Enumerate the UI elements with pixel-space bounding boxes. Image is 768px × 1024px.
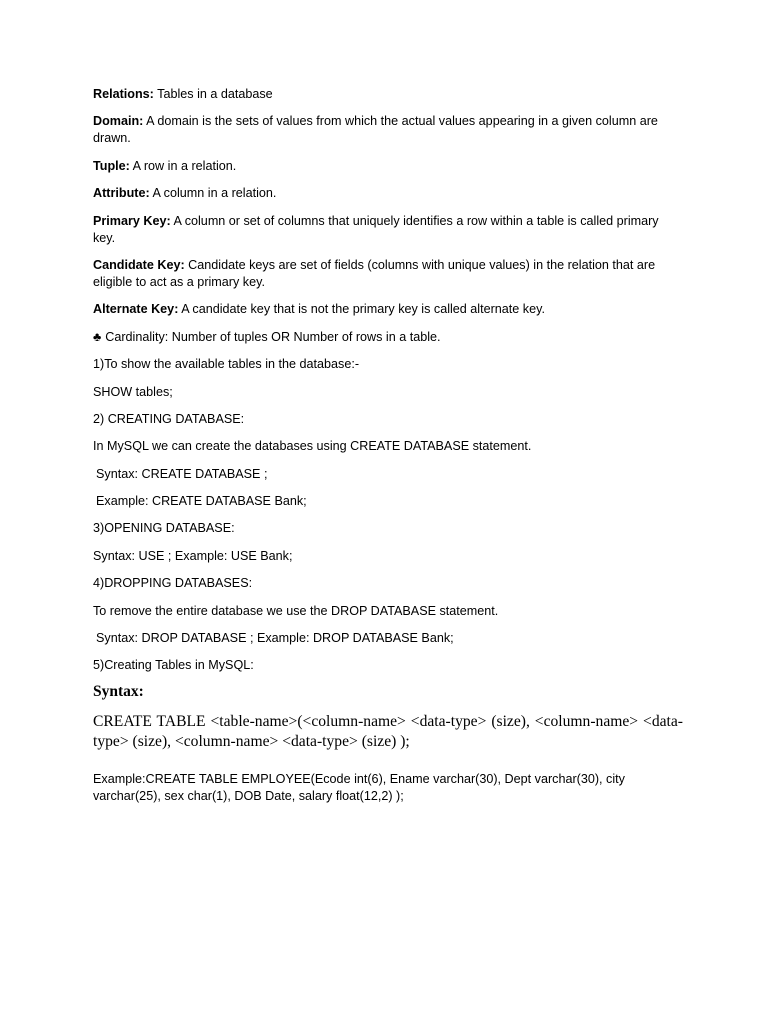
definition-primary-key [93,213,683,247]
definition-term: Candidate Key: [93,257,185,272]
definition-text: Candidate keys are set of fields (columns with unique values) in the relation that are eligible to act as a primary key. [93,257,656,289]
creating-tables-heading: 5)Creating Tables in MySQL: [93,658,254,673]
definition-term: Primary Key: [93,213,171,228]
definition-relations [93,86,683,103]
creating-database-description: In MySQL we can create the databases using CREATE DATABASE statement. [93,439,532,454]
document-page [93,86,683,815]
opening-database-syntax: Syntax: USE ; Example: USE Bank; [93,548,293,563]
definition-text: A candidate key that is not the primary key is called alternate key. [178,302,545,317]
definition-text: Tables in a database [153,87,273,101]
creating-database-example: Example: CREATE DATABASE Bank; [96,494,307,509]
show-tables-command: SHOW tables; [93,384,173,399]
creating-database-syntax: Syntax: CREATE DATABASE ; [96,466,268,481]
show-tables-heading: 1)To show the available tables in the database:- [93,357,360,372]
definition-tuple [93,158,683,175]
definition-alternate-key [93,301,683,318]
definition-attribute [93,185,683,202]
cardinality-text: Cardinality: Number of tuples OR Number of rows in a table. [105,329,441,344]
definition-text: A column in a relation. [149,186,277,201]
definition-term: Relations: [93,87,154,101]
definition-domain [93,113,683,147]
opening-database-heading: 3)OPENING DATABASE: [93,521,235,536]
definition-term: Attribute: [93,186,150,201]
dropping-database-description: To remove the entire database we use the DROP DATABASE statement. [93,603,499,618]
club-icon: ♣ [93,329,102,344]
creating-database-heading: 2) CREATING DATABASE: [93,411,245,426]
definition-text: A row in a relation. [129,158,237,173]
definition-term: Tuple: [93,158,130,173]
cardinality-line [93,329,683,346]
syntax-heading: Syntax: [93,682,144,700]
create-table-syntax: CREATE TABLE <table-name>(<column-name> <data-type> (size), <column-name> <data-type> (size), <column-name> <data-type> (size) ); [93,712,683,751]
definition-term: Alternate Key: [93,302,179,317]
dropping-database-syntax: Syntax: DROP DATABASE ; Example: DROP DATABASE Bank; [96,631,454,646]
definition-text: A domain is the sets of values from which the actual values appearing in a given column are drawn. [93,114,658,146]
definition-text: A column or set of columns that uniquely identifies a row within a table is called primary key. [93,213,659,245]
definition-candidate-key [93,257,683,291]
dropping-database-heading: 4)DROPPING DATABASES: [93,576,253,591]
definition-term: Domain: [93,114,144,129]
create-table-example: Example:CREATE TABLE EMPLOYEE(Ecode int(6), Ename varchar(30), Dept varchar(30), city varchar(25), sex char(1), DOB Date, salary float(12,2) ); [93,771,625,803]
